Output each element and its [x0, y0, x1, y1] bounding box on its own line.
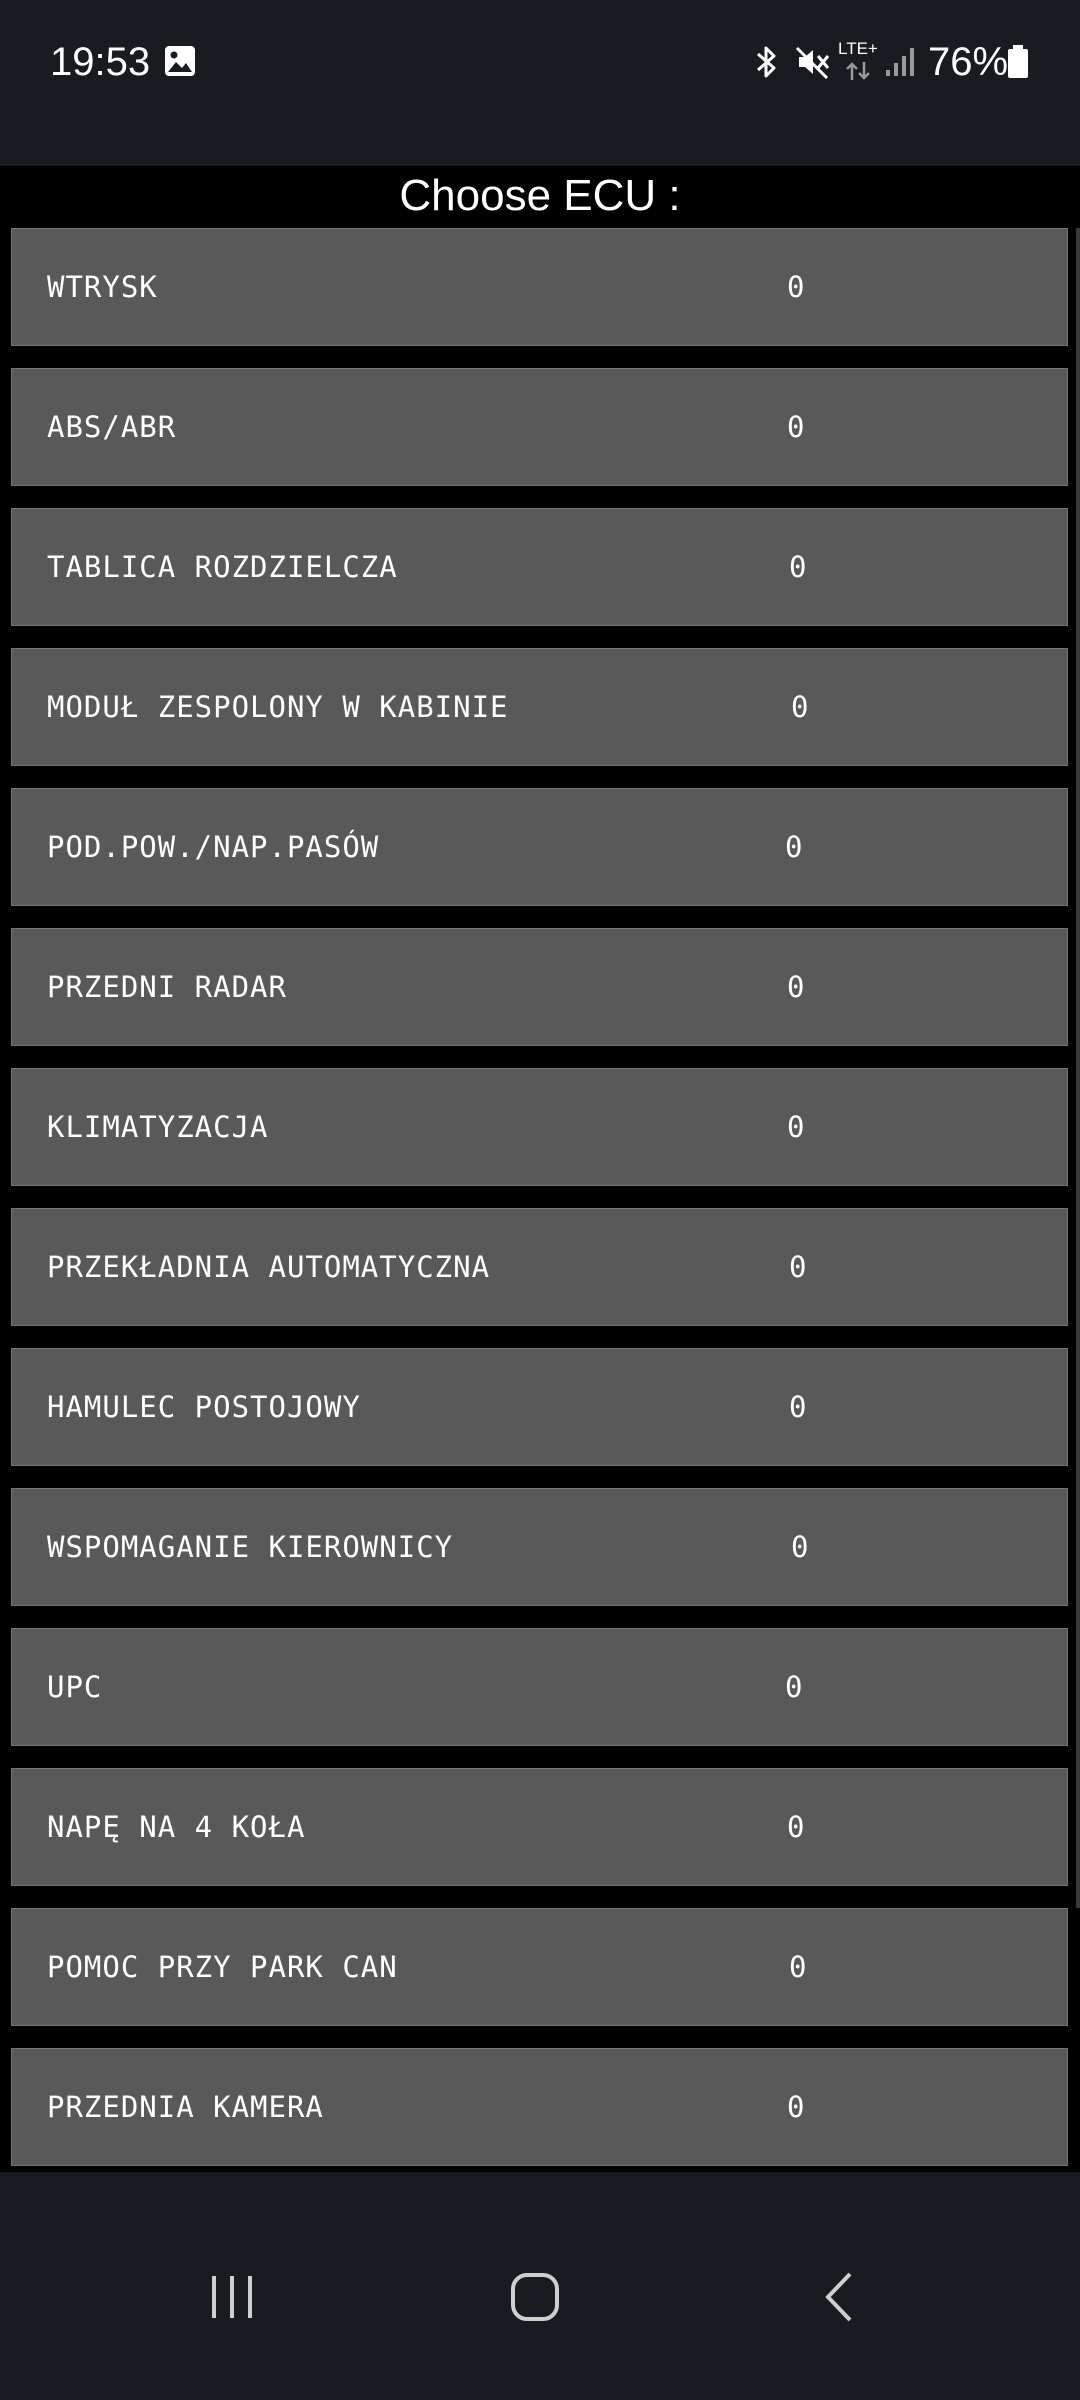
ecu-name: MODUŁ ZESPOLONY W KABINIE: [47, 690, 509, 724]
scrollbar[interactable]: [1076, 228, 1080, 1908]
ecu-error-count: 0: [789, 1950, 807, 1984]
signal-icon: [884, 44, 918, 78]
ecu-error-count: 0: [791, 690, 809, 724]
ecu-screen: [0, 166, 1080, 2172]
ecu-row[interactable]: [11, 648, 1068, 766]
mute-icon: [795, 44, 831, 80]
navigation-bar: [0, 2172, 1080, 2400]
battery-icon: [1006, 44, 1030, 80]
ecu-name: UPC: [47, 1670, 103, 1704]
ecu-name: PRZEDNIA KAMERA: [47, 2090, 324, 2124]
ecu-row[interactable]: [11, 1628, 1068, 1746]
data-arrows-icon: [844, 60, 872, 82]
ecu-error-count: 0: [789, 1390, 807, 1424]
ecu-row[interactable]: [11, 228, 1068, 346]
ecu-name: PRZEKŁADNIA AUTOMATYCZNA: [47, 1250, 491, 1284]
ecu-error-count: 0: [787, 970, 805, 1004]
ecu-error-count: 0: [785, 1670, 803, 1704]
ecu-row[interactable]: [11, 368, 1068, 486]
ecu-name: PRZEDNI RADAR: [47, 970, 287, 1004]
ecu-row[interactable]: [11, 1348, 1068, 1466]
home-icon: [475, 2242, 595, 2352]
ecu-name: WTRYSK: [47, 270, 158, 304]
ecu-error-count: 0: [787, 410, 805, 444]
ecu-error-count: 0: [787, 1810, 805, 1844]
ecu-row[interactable]: [11, 1768, 1068, 1886]
home-button[interactable]: [475, 2242, 595, 2352]
page-title: Choose ECU :: [399, 171, 681, 220]
ecu-name: WSPOMAGANIE KIEROWNICY: [47, 1530, 454, 1564]
ecu-row[interactable]: [11, 1488, 1068, 1606]
back-icon: [778, 2242, 898, 2352]
recent-apps-icon: [172, 2242, 292, 2352]
ecu-error-count: 0: [789, 550, 807, 584]
gallery-icon: [163, 44, 197, 78]
ecu-name: HAMULEC POSTOJOWY: [47, 1390, 361, 1424]
ecu-error-count: 0: [787, 1110, 805, 1144]
recent-apps-button[interactable]: [172, 2242, 292, 2352]
ecu-error-count: 0: [787, 2090, 805, 2124]
ecu-name: KLIMATYZACJA: [47, 1110, 269, 1144]
ecu-error-count: 0: [789, 1250, 807, 1284]
ecu-error-count: 0: [791, 1530, 809, 1564]
ecu-row[interactable]: [11, 508, 1068, 626]
ecu-name: TABLICA ROZDZIELCZA: [47, 550, 398, 584]
ecu-error-count: 0: [785, 830, 803, 864]
ecu-name: ABS/ABR: [47, 410, 177, 444]
battery-percent: 76%: [928, 40, 1009, 84]
status-time: 19:53: [50, 40, 151, 84]
ecu-row[interactable]: [11, 1908, 1068, 2026]
ecu-name: POD.POW./NAP.PASÓW: [47, 830, 380, 864]
network-type-label: LTE+: [838, 39, 878, 58]
ecu-row[interactable]: [11, 788, 1068, 906]
lte-icon: [838, 40, 878, 84]
status-bar: [0, 0, 1080, 166]
ecu-name: POMOC PRZY PARK CAN: [47, 1950, 398, 1984]
back-button[interactable]: [778, 2242, 898, 2352]
bluetooth-icon: [752, 44, 782, 80]
ecu-error-count: 0: [787, 270, 805, 304]
ecu-row[interactable]: [11, 2048, 1068, 2166]
ecu-row[interactable]: [11, 928, 1068, 1046]
ecu-row[interactable]: [11, 1208, 1068, 1326]
ecu-name: NAPĘ NA 4 KOŁA: [47, 1810, 306, 1844]
ecu-row[interactable]: [11, 1068, 1068, 1186]
